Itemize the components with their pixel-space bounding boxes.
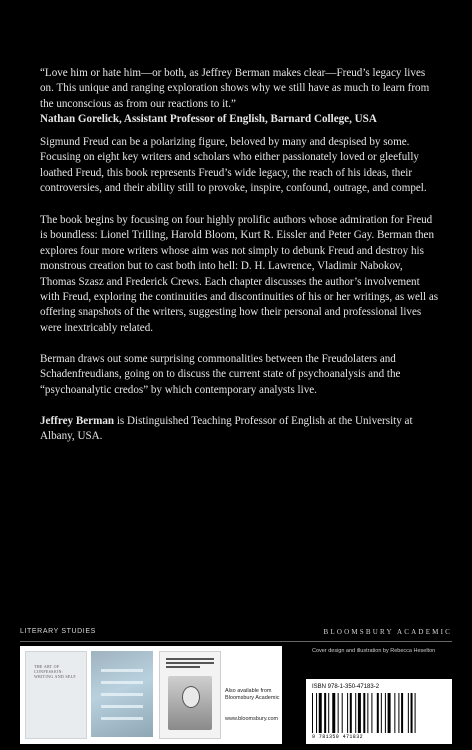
author-name: Jeffrey Berman — [40, 415, 115, 427]
barcode-bar — [358, 693, 361, 733]
barcode-bar — [363, 693, 365, 733]
related-books-panel — [20, 646, 282, 744]
barcode-bar — [377, 693, 379, 733]
barcode-bar — [328, 693, 329, 733]
barcode-bar — [411, 693, 413, 733]
barcode-image — [312, 693, 446, 733]
barcode-bar — [332, 693, 335, 733]
series-row — [20, 628, 452, 640]
isbn-number: ISBN 978-1-350-47183-2 — [312, 684, 380, 690]
barcode-bar — [350, 693, 352, 733]
barcode-bar — [367, 693, 368, 733]
barcode-bar — [324, 693, 326, 733]
publisher-name: BLOOMSBURY ACADEMIC — [323, 628, 452, 636]
related-book-1-title: THE ART OF CONFESSION: WRITING AND SELF — [34, 664, 76, 679]
website-text: www.bloomsbury.com — [225, 716, 279, 722]
barcode-bar — [401, 693, 403, 733]
author-bio-text: is Distinguished Teaching Professor of English at the University at Albany, USA. — [40, 415, 413, 443]
barcode-bar — [316, 693, 317, 733]
quote-attribution: Nathan Gorelick, Assistant Professor of English, Barnard College, USA — [40, 113, 377, 126]
divider — [20, 641, 452, 642]
cover-stripe — [101, 669, 143, 672]
barcode-bar — [388, 693, 391, 733]
barcode-bar — [371, 693, 372, 733]
body-paragraph-1: The book begins by focusing on four highly prolific authors whose admiration for Freud is boundless: Lionel Trilling, Harold Bloom, Kurt R. Eissler and Peter Gay. Berman then explores four more writers whose aim was not simply to debunk Freud and destroy his monstrous creation but to cast both into hell: D. H. Lawrence, Vladimir Nabokov, Thomas Szasz and Frederick Crews. Each chapter discusses the author’s involvement with Freud, exploring the continuities and discontinuities of his or her writings, as well as offering snapshots of the writers, suggesting how their personal and professional lives were inextricably related. — [40, 214, 439, 334]
barcode-bar — [408, 693, 409, 733]
barcode-bar — [385, 693, 386, 733]
cover-title-lines — [166, 658, 214, 670]
cover-credit: Cover design and illustration by Rebecca Heselton — [312, 648, 436, 654]
barcode-bar — [415, 693, 416, 733]
barcode-digits: 9 781350 471832 — [312, 734, 364, 740]
barcode-bar — [312, 693, 313, 733]
isbn-box — [306, 679, 452, 744]
barcode-bar — [338, 693, 339, 733]
cover-stripe — [101, 705, 143, 708]
series-label: LITERARY STUDIES — [20, 628, 96, 635]
body-paragraph-2: Berman draws out some surprising commonalities between the Freudolaters and Schadenfreudians, going on to discuss the current state of psychoanalysis and the “psychoanalytic credos” by which contemporary analysts live. — [40, 353, 401, 396]
also-available-text: Also available from Bloomsbury Academic — [225, 688, 280, 701]
intro-paragraph: Sigmund Freud can be a polarizing figure, beloved by many and despised by some. Focusing on eight key writers and scholars who either passionately loved or gleefully loathed Freud, this book represents Freud’s wide legacy, the reach of his ideas, their controversies, and their ability still to provoke, inspire, confound, outrage, and compel. — [40, 136, 427, 195]
portrait-face — [182, 686, 200, 708]
related-book-cover-1 — [25, 651, 87, 739]
barcode-bar — [355, 693, 356, 733]
author-bio — [40, 414, 440, 445]
barcode-bar — [342, 693, 343, 733]
quote-text: “Love him or hate him—or both, as Jeffrey Berman makes clear—Freud’s legacy lives on. This unique and ranging exploration shows why we still have as much to learn from the unconscious as from our reactions to it.” — [40, 67, 430, 110]
related-book-cover-3 — [159, 651, 221, 739]
back-cover-footer — [0, 624, 472, 750]
review-quote — [40, 66, 440, 128]
cover-stripe — [101, 681, 143, 684]
barcode-bar — [381, 693, 382, 733]
cover-stripe — [101, 717, 143, 720]
barcode-bar — [398, 693, 399, 733]
cover-stripe — [101, 693, 143, 696]
related-book-cover-2 — [91, 651, 153, 737]
barcode-bar — [394, 693, 395, 733]
author-portrait-image — [168, 676, 212, 730]
barcode-bar — [347, 693, 348, 733]
barcode-bar — [319, 693, 322, 733]
